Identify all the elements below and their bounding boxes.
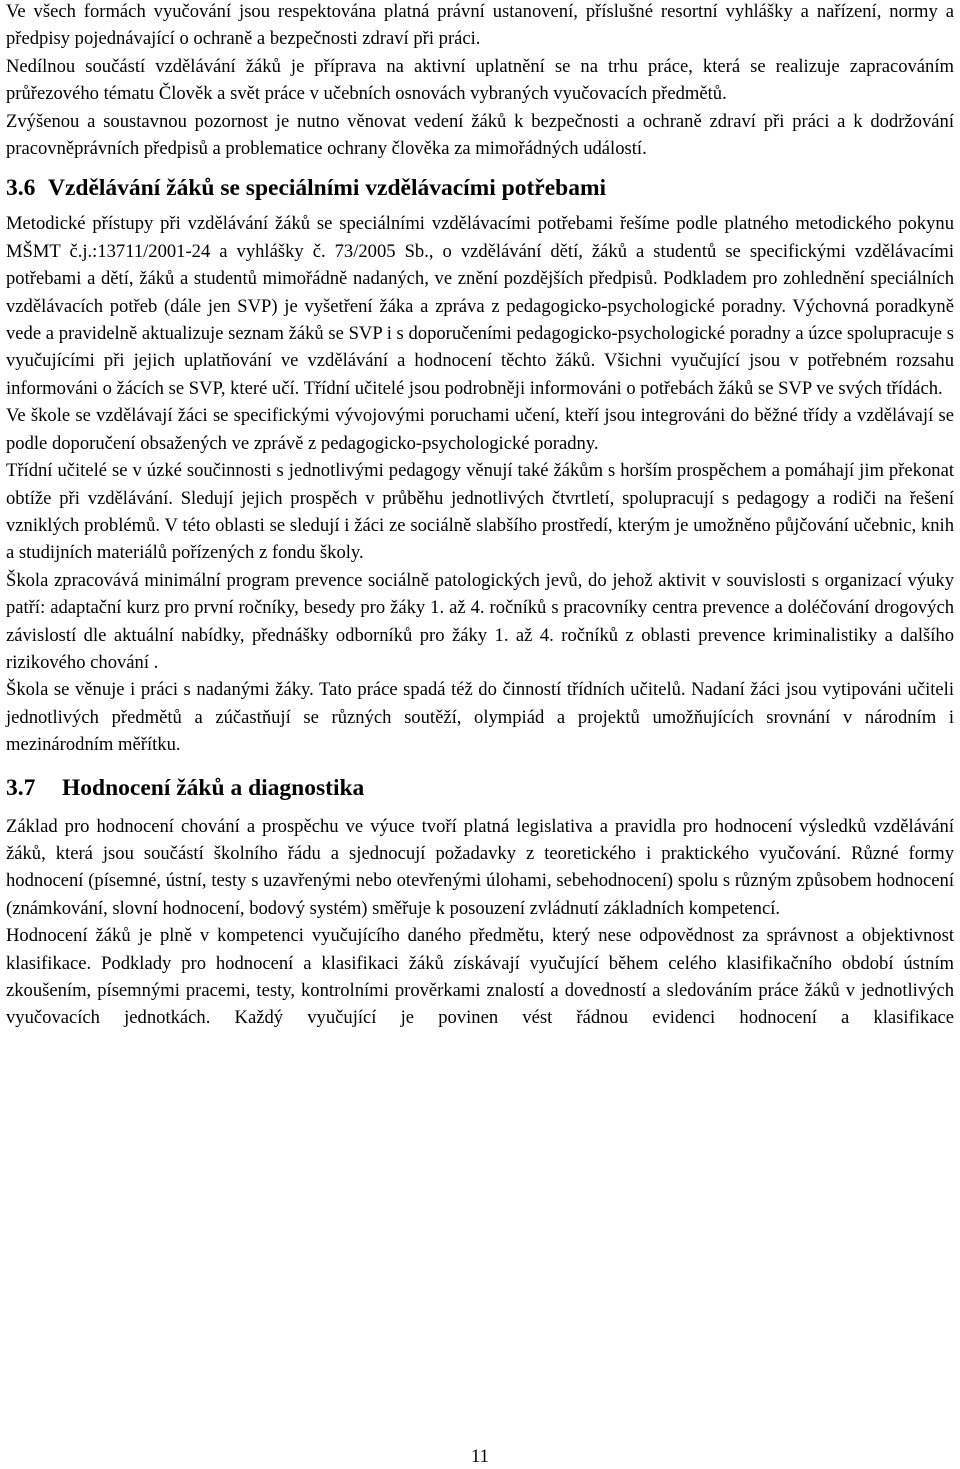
section-heading-3-7 (6, 773, 954, 803)
section-number: 3.7 (6, 774, 36, 801)
page-content (6, 0, 954, 1032)
section-3-6-paragraph-5: Škola se věnuje i práci s nadanými žáky. Tato práce spadá též do činností třídních učitelů. Nadaní žáci jsou vytipováni učiteli jednotlivých předmětů a zúčastňují se různých soutěží, olympiád a projektů umožňujících srovnání v národním i mezinárodním měřítku. (6, 679, 954, 756)
section-3-6-paragraph-1: Metodické přístupy při vzdělávání žáků se speciálními vzdělávacími potřebami řešíme podle platného metodického pokynu MŠMT č.j.:13711/2001-24 a vyhlášky č. 73/2005 Sb., o vzdělávání dětí, žáků a studentů se specifickými vzdělávacími potřebami a dětí, žáků a studentů mimořádně nadaných, ve znění pozdějších předpisů. Podkladem pro zohlednění speciálních vzdělávacích potřeb (dále jen SVP) je vyšetření žáka a zpráva z pedagogicko-psychologické poradny. Výchovná poradkyně vede a pravidelně aktualizuje seznam žáků se SVP i s doporučeními pedagogicko-psychologické poradny a úzce spolupracuje s vyučujícími při jejich uplatňování ve vzdělávání a hodnocení těchto žáků. Všichni vyučující jsou v potřebném rozsahu informováni o žácích se SVP, které učí. Třídní učitelé jsou podrobněji informováni o potřebách žáků se SVP ve svých třídách. (6, 213, 954, 399)
section-title: Vzdělávání žáků se speciálními vzdělávacími potřebami (48, 175, 607, 202)
section-number: 3.6 (6, 175, 36, 202)
section-3-7-paragraph-1: Základ pro hodnocení chování a prospěchu ve výuce tvoří platná legislativa a pravidla pro hodnocení výsledků vzdělávání žáků, která jsou součástí školního řádu a sjednocují požadavky z teoretického i praktického vyučování. Různé formy hodnocení (písemné, ústní, testy s uzavřenými nebo otevřenými úlohami, sebehodnocení) spolu s různým způsobem hodnocení (známkování, slovní hodnocení, bodový systém) směřuje k posouzení zvládnutí základních kompetencí. (6, 815, 954, 919)
section-3-6-paragraph-2: Ve škole se vzdělávají žáci se specifickými vývojovými poruchami učení, kteří jsou integrováni do běžné třídy a vzdělávají se podle doporučení obsažených ve zprávě z pedagogicko-psychologické poradny. (6, 405, 954, 454)
intro-paragraph-1: Ve všech formách vyučování jsou respektována platná právní ustanovení, příslušné resortní vyhlášky a nařízení, normy a předpisy pojednávající o ochraně a bezpečnosti zdraví při práci. (6, 1, 954, 50)
section-3-7-paragraph-2: Hodnocení žáků je plně v kompetenci vyučujícího daného předmětu, který nese odpovědnost za správnost a objektivnost klasifikace. Podklady pro hodnocení a klasifikaci žáků získávají vyučující během celého klasifikačního období ústním zkoušením, písemnými pracemi, testy, kontrolními prověrkami znalostí a dovedností a sledováním práce žáků v jednotlivých vyučovacích jednotkách. Každý vyučující je povinen vést řádnou evidenci hodnocení a klasifikace (6, 925, 954, 1029)
intro-paragraph-2: Nedílnou součástí vzdělávání žáků je příprava na aktivní uplatnění se na trhu práce, která se realizuje zapracováním průřezového tématu Člověk a svět práce v učebních osnovách vybraných vyučovacích předmětů. (6, 55, 954, 105)
page-number: 11 (471, 1446, 489, 1467)
section-3-6-paragraph-4: Škola zpracovává minimální program prevence sociálně patologických jevů, do jehož aktivit v souvislosti s organizací výuky patří: adaptační kurz pro první ročníky, besedy pro žáky 1. až 4. ročníků s pracovníky centra prevence a doléčování drogových závislostí dle aktuální nabídky, přednášky odborníků pro žáky 1. až 4. ročníků z oblasti prevence kriminalistiky a dalšího rizikového chování . (6, 569, 954, 673)
section-heading-3-6 (6, 173, 954, 203)
section-3-6-paragraph-3: Třídní učitelé se v úzké součinnosti s jednotlivými pedagogy věnují také žákům s horším prospěchem a pomáhají jim překonat obtíže při vzdělávání. Sledují jejich prospěch v průběhu jednotlivých čtvrtletí, spolupracují s pedagogy a rodiči na řešení vzniklých problémů. V této oblasti se sledují i žáci ze sociálně slabšího prostředí, kterým je umožněno půjčování učebnic, knih a studijních materiálů pořízených z fondu školy. (6, 460, 954, 564)
intro-paragraph-3: Zvýšenou a soustavnou pozornost je nutno věnovat vedení žáků k bezpečnosti a ochraně zdraví při práci a k dodržování pracovněprávních předpisů a problematice ochrany člověka za mimořádných událostí. (6, 110, 954, 160)
section-title: Hodnocení žáků a diagnostika (62, 774, 365, 801)
